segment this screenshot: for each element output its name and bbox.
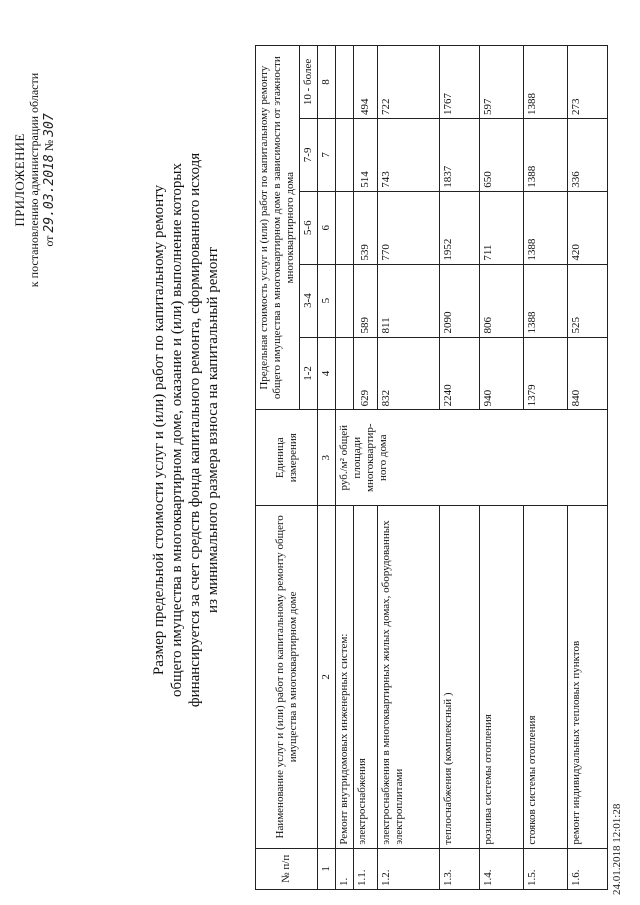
- value-cell: 1388: [524, 264, 568, 337]
- handwritten-date: 29.03.2018: [42, 154, 57, 233]
- column-number: 4: [318, 337, 336, 410]
- value-cell: [336, 264, 354, 337]
- column-number: 2: [318, 506, 336, 849]
- value-cell: 940: [480, 337, 524, 410]
- floor-header: 5-6: [300, 191, 318, 264]
- value-cell: [336, 46, 354, 119]
- value-cell: 1767: [440, 46, 480, 119]
- value-cell: 770: [378, 191, 440, 264]
- header-unit: Единица измерения: [256, 410, 318, 506]
- value-cell: [336, 118, 354, 191]
- value-cell: 711: [480, 191, 524, 264]
- header-name: Наименование услуг и (или) работ по капитальному ремонту общего имущества в многоквартирном доме: [256, 506, 318, 849]
- value-cell: 806: [480, 264, 524, 337]
- value-cell: 539: [354, 191, 378, 264]
- row-num: 1.: [336, 848, 354, 889]
- value-cell: 2090: [440, 264, 480, 337]
- value-cell: 1837: [440, 118, 480, 191]
- value-cell: 1388: [524, 191, 568, 264]
- header-cost: Предельная стоимость услуг и (или) работ по капитальному ремонту общего имущества в многоквартирном доме в зависимости от этажности многоквартирного дома: [256, 46, 300, 410]
- column-number-row: [318, 46, 336, 890]
- handwritten-number: 307: [42, 113, 57, 137]
- row-num: 1.6.: [568, 848, 608, 889]
- floor-header: 1-2: [300, 337, 318, 410]
- header-num: № п/п: [256, 848, 318, 889]
- row-num: 1.2.: [378, 848, 440, 889]
- value-cell: 840: [568, 337, 608, 410]
- annex-subtitle: к постановлению администрации области: [27, 72, 41, 288]
- title-line: Размер предельной стоимости услуг и (или) работ по капитальному ремонту: [151, 184, 167, 676]
- column-number: 6: [318, 191, 336, 264]
- value-cell: 336: [568, 118, 608, 191]
- date-prefix: от: [42, 235, 56, 247]
- row-name: электроснабжения: [354, 506, 378, 849]
- row-num: 1.5.: [524, 848, 568, 889]
- row-name: стояков системы отопления: [524, 506, 568, 849]
- floor-header: 7-9: [300, 118, 318, 191]
- column-number: 3: [318, 410, 336, 506]
- value-cell: 494: [354, 46, 378, 119]
- header-row: [256, 46, 300, 890]
- value-cell: 597: [480, 46, 524, 119]
- value-cell: 650: [480, 118, 524, 191]
- row-num: 1.1.: [354, 848, 378, 889]
- annex-block: [12, 55, 57, 305]
- floor-header: 3-4: [300, 264, 318, 337]
- table-row: [336, 46, 354, 890]
- title-line: из минимального размера взноса на капитальный ремонт: [205, 247, 221, 613]
- value-cell: 1388: [524, 46, 568, 119]
- annex-title: ПРИЛОЖЕНИЕ: [12, 133, 27, 227]
- unit-cell: руб./м² общей площади многоквартир-ного дома: [336, 410, 608, 506]
- row-name: розлива системы отопления: [480, 506, 524, 849]
- column-number: 7: [318, 118, 336, 191]
- value-cell: 2240: [440, 337, 480, 410]
- value-cell: 273: [568, 46, 608, 119]
- row-num: 1.3.: [440, 848, 480, 889]
- value-cell: 743: [378, 118, 440, 191]
- value-cell: 589: [354, 264, 378, 337]
- title-line: общего имущества в многоквартирном доме, оказание и (или) выполнение которых: [169, 163, 185, 698]
- document-title: [150, 130, 222, 730]
- value-cell: 420: [568, 191, 608, 264]
- row-num: 1.4.: [480, 848, 524, 889]
- value-cell: 629: [354, 337, 378, 410]
- value-cell: 1379: [524, 337, 568, 410]
- row-name: теплоснабжения (комплексный ): [440, 506, 480, 849]
- value-cell: 1952: [440, 191, 480, 264]
- value-cell: 811: [378, 264, 440, 337]
- annex-date-line: [42, 55, 57, 305]
- row-name: Ремонт внутридомовых инженерных систем:: [336, 506, 354, 849]
- number-prefix: №: [42, 139, 56, 152]
- value-cell: 514: [354, 118, 378, 191]
- value-cell: [336, 337, 354, 410]
- value-cell: 1388: [524, 118, 568, 191]
- row-name: электроснабжения в многоквартирных жилых домах, оборудованных электроплитами: [378, 506, 440, 849]
- value-cell: 722: [378, 46, 440, 119]
- column-number: 5: [318, 264, 336, 337]
- value-cell: [336, 191, 354, 264]
- value-cell: 525: [568, 264, 608, 337]
- row-name: ремонт индивидуальных тепловых пунктов: [568, 506, 608, 849]
- column-number: 8: [318, 46, 336, 119]
- print-timestamp: 24.01.2018 12:01:28: [611, 803, 623, 895]
- value-cell: 832: [378, 337, 440, 410]
- title-line: финансируется за счет средств фонда капитального ремонта, сформированного исходя: [187, 152, 203, 708]
- cost-table: [255, 45, 608, 890]
- column-number: 1: [318, 848, 336, 889]
- floor-header: 10 - более: [300, 46, 318, 119]
